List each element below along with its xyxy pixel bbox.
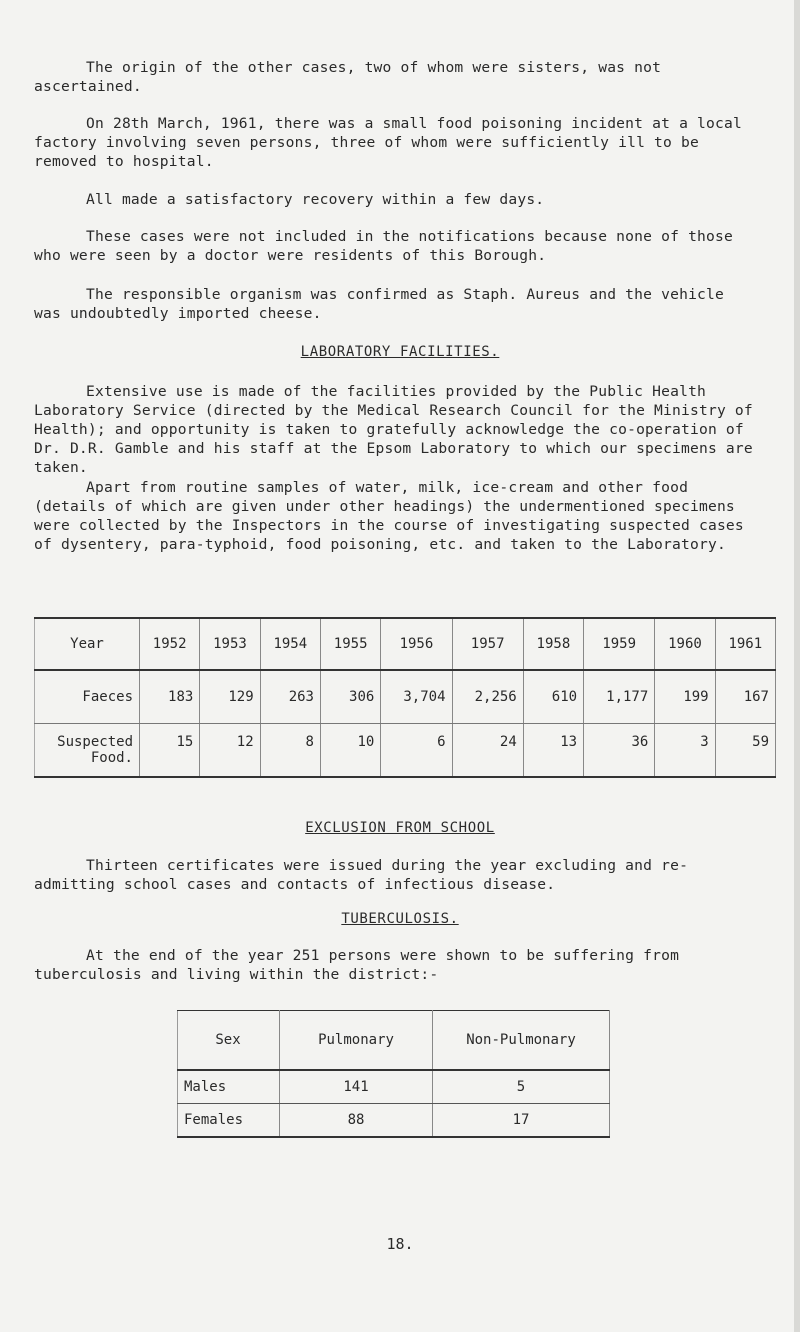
table-cell: 306	[320, 670, 380, 724]
table-cell: Year	[35, 618, 140, 670]
table-row	[178, 1104, 610, 1138]
table-cell: 1961	[715, 618, 775, 670]
table-cell: 5	[433, 1070, 610, 1104]
table-cell: Non-Pulmonary	[433, 1011, 610, 1071]
table-cell: 1956	[381, 618, 452, 670]
table-header-row	[35, 618, 776, 670]
table-cell: Sex	[178, 1011, 280, 1071]
paragraph-exclusion: Thirteen certificates were issued during the year excluding and re-admitting school cases and contacts of infectious disease.	[34, 857, 689, 893]
table-cell: 199	[655, 670, 715, 724]
page-number: 18.	[386, 1235, 414, 1253]
page-edge	[794, 0, 800, 1332]
table-row	[35, 724, 776, 778]
table-cell: Faeces	[35, 670, 140, 724]
table-cell: 6	[381, 724, 452, 778]
heading-tuberculosis: TUBERCULOSIS.	[341, 911, 459, 927]
table-cell: 59	[715, 724, 775, 778]
table-cell: Females	[178, 1104, 280, 1138]
table-cell: 1955	[320, 618, 380, 670]
table-cell: 263	[260, 670, 320, 724]
table-cell: 1959	[584, 618, 655, 670]
table-cell: 10	[320, 724, 380, 778]
table-cell: 141	[280, 1070, 433, 1104]
table-row	[35, 670, 776, 724]
paragraph-origin: The origin of the other cases, two of whom were sisters, was not ascertained.	[34, 59, 662, 95]
table-row	[178, 1070, 610, 1104]
paragraph-food-poisoning-incident: On 28th March, 1961, there was a small food poisoning incident at a local factory involving seven persons, three of whom were sufficiently ill to be removed to hospital.	[34, 115, 742, 170]
tuberculosis-table	[177, 1010, 610, 1138]
table-cell: Males	[178, 1070, 280, 1104]
table-cell: 1952	[140, 618, 200, 670]
table-cell: Suspected Food.	[35, 724, 140, 778]
paragraph-recovery: All made a satisfactory recovery within a few days.	[86, 191, 545, 208]
table-cell: Pulmonary	[280, 1011, 433, 1071]
table-cell: 88	[280, 1104, 433, 1138]
table-cell: 1,177	[584, 670, 655, 724]
table-cell: 183	[140, 670, 200, 724]
table-cell: 3,704	[381, 670, 452, 724]
table-cell: 3	[655, 724, 715, 778]
paragraph-organism: The responsible organism was confirmed as Staph. Aureus and the vehicle was undoubtedly imported cheese.	[34, 286, 725, 322]
heading-laboratory-facilities: LABORATORY FACILITIES.	[300, 344, 500, 360]
table-cell: 1960	[655, 618, 715, 670]
table-cell: 1958	[523, 618, 583, 670]
heading-exclusion-from-school: EXCLUSION FROM SCHOOL	[305, 820, 495, 836]
table-cell: 36	[584, 724, 655, 778]
table-cell: 129	[200, 670, 260, 724]
table-cell: 17	[433, 1104, 610, 1138]
paragraph-notifications: These cases were not included in the notifications because none of those who were seen by a doctor were residents of this Borough.	[34, 228, 734, 264]
paragraph-laboratory-service: Extensive use is made of the facilities provided by the Public Health Laboratory Service (directed by the Medical Research Council for the Ministry of Health); and opportunity is taken to gratefully acknowledge the co-operation of Dr. D.R. Gamble and his staff at the Epsom Laboratory to which our specimens are taken.	[34, 383, 753, 476]
table-cell: 24	[452, 724, 523, 778]
table-cell: 1953	[200, 618, 260, 670]
table-cell: 8	[260, 724, 320, 778]
table-cell: 1954	[260, 618, 320, 670]
table-cell: 167	[715, 670, 775, 724]
specimens-table	[34, 617, 776, 778]
table-header-row	[178, 1011, 610, 1071]
paragraph-specimens: Apart from routine samples of water, milk, ice-cream and other food (details of which are given under other headings) the undermentioned specimens were collected by the Inspectors in the course of investigating suspected cases of dysentery, para-typhoid, food poisoning, etc. and taken to the Laboratory.	[34, 479, 744, 553]
paragraph-tuberculosis: At the end of the year 251 persons were shown to be suffering from tuberculosis and living within the district:-	[34, 947, 680, 983]
table-cell: 15	[140, 724, 200, 778]
table-cell: 610	[523, 670, 583, 724]
table-cell: 1957	[452, 618, 523, 670]
table-cell: 13	[523, 724, 583, 778]
table-cell: 12	[200, 724, 260, 778]
table-cell: 2,256	[452, 670, 523, 724]
